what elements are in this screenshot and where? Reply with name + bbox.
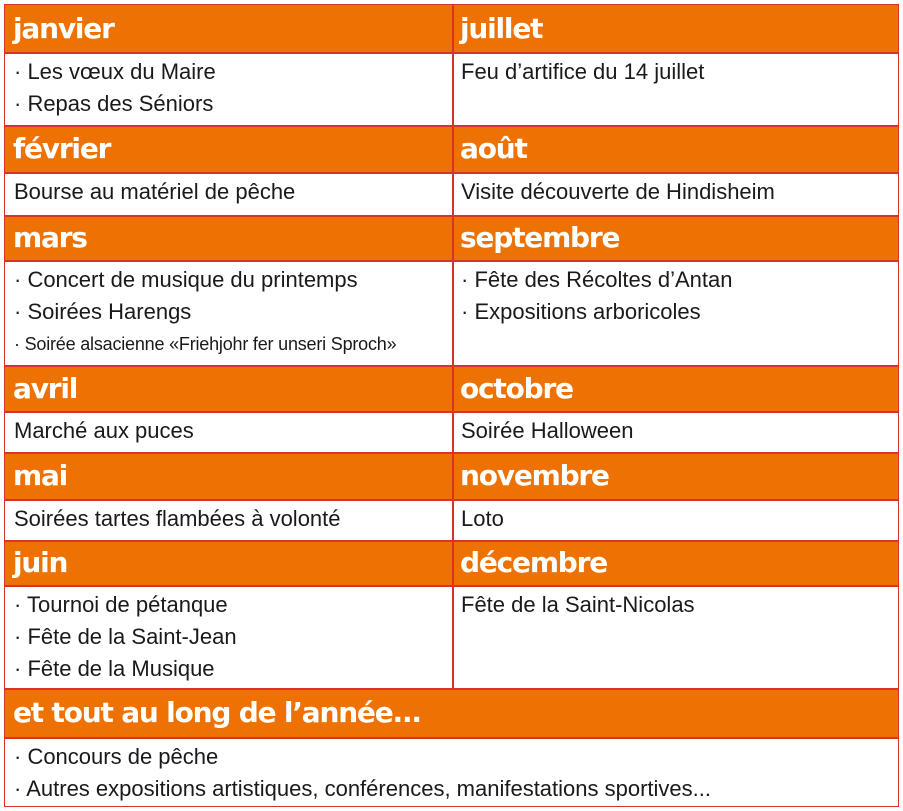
- event-item: · Concert de musique du printemps: [14, 267, 358, 292]
- column-divider: [452, 5, 454, 688]
- event-item: · Fête de la Musique: [14, 656, 215, 681]
- month-events-novembre: [452, 499, 898, 540]
- year-round-events: [5, 737, 898, 806]
- month-events-septembre: [452, 260, 898, 365]
- month-header-janvier: janvier: [5, 5, 452, 52]
- event-item: · Fête des Récoltes d’Antan: [461, 267, 733, 292]
- month-header-avril: avril: [5, 365, 452, 411]
- month-events-avril: [5, 411, 452, 452]
- event-item: · Repas des Séniors: [14, 91, 214, 116]
- event-item: · Soirée alsacienne «Friehjohr fer unseri Sproch»: [14, 334, 397, 354]
- month-header-juillet: juillet: [452, 5, 898, 52]
- month-header-mai: mai: [5, 452, 452, 499]
- event-item: · Expositions arboricoles: [461, 299, 701, 324]
- month-events-mars: [5, 260, 452, 365]
- month-events-decembre: [452, 585, 898, 688]
- month-header-juin: juin: [5, 540, 452, 585]
- month-events-juin: [5, 585, 452, 688]
- month-header-octobre: octobre: [452, 365, 898, 411]
- event-item: Soirées tartes flambées à volonté: [14, 506, 341, 531]
- month-header-aout: août: [452, 125, 898, 172]
- month-header-septembre: septembre: [452, 215, 898, 260]
- events-calendar-table: [4, 4, 899, 807]
- year-round-header: et tout au long de l’année...: [5, 688, 898, 737]
- month-header-decembre: décembre: [452, 540, 898, 585]
- event-item: Marché aux puces: [14, 418, 194, 443]
- event-item: Visite découverte de Hindisheim: [461, 179, 775, 204]
- event-item: Bourse au matériel de pêche: [14, 179, 296, 204]
- event-item: Soirée Halloween: [461, 418, 634, 443]
- month-events-aout: [452, 172, 898, 215]
- month-events-juillet: [452, 52, 898, 125]
- event-item: Loto: [461, 506, 504, 531]
- month-header-fevrier: février: [5, 125, 452, 172]
- event-item: · Fête de la Saint-Jean: [14, 624, 237, 649]
- event-item: · Autres expositions artistiques, conférences, manifestations sportives...: [14, 776, 711, 801]
- event-item: · Les vœux du Maire: [14, 59, 216, 84]
- month-events-fevrier: [5, 172, 452, 215]
- event-item: Fête de la Saint-Nicolas: [461, 592, 695, 617]
- month-events-mai: [5, 499, 452, 540]
- event-item: · Concours de pêche: [14, 744, 219, 769]
- month-events-janvier: [5, 52, 452, 125]
- row-divider: [5, 737, 898, 739]
- event-item: Feu d’artifice du 14 juillet: [461, 59, 705, 84]
- event-item: · Tournoi de pétanque: [14, 592, 228, 617]
- month-header-novembre: novembre: [452, 452, 898, 499]
- event-item: · Soirées Harengs: [14, 299, 192, 324]
- row-divider: [5, 688, 898, 690]
- month-header-mars: mars: [5, 215, 452, 260]
- month-events-octobre: [452, 411, 898, 452]
